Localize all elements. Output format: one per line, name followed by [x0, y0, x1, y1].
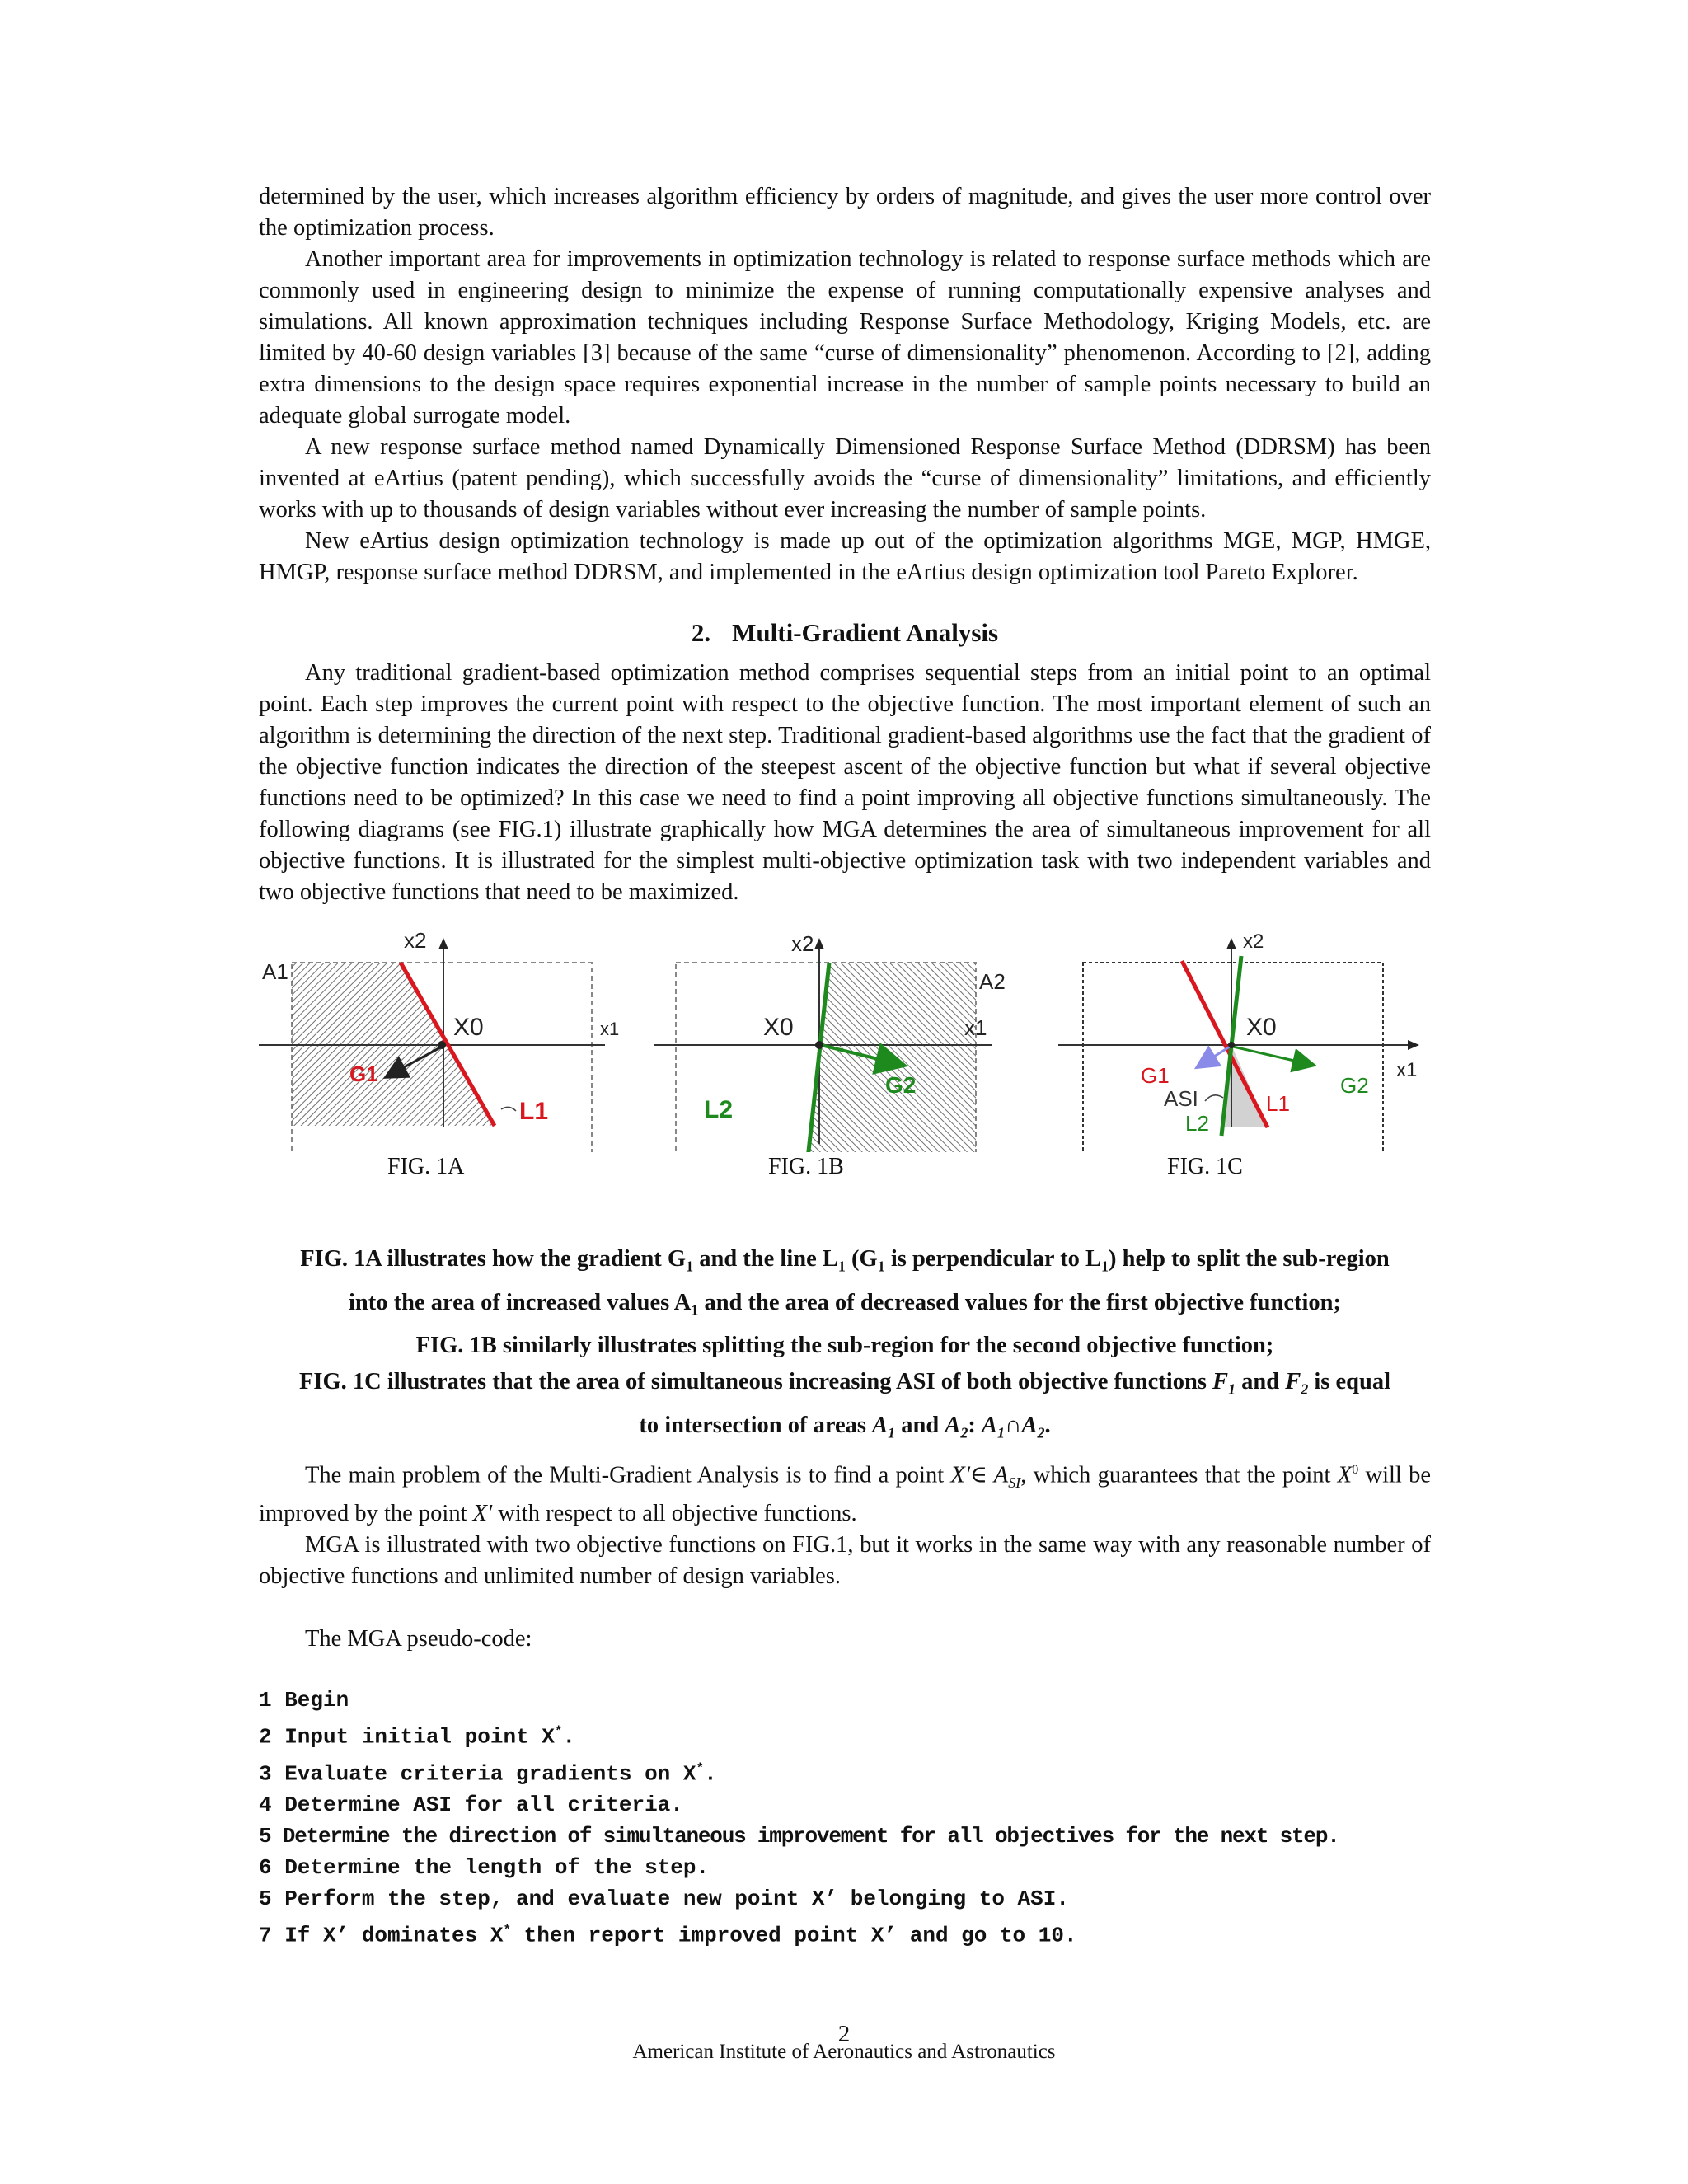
label-a2: A2 [979, 969, 1006, 994]
label-x0: X0 [763, 1014, 794, 1041]
figure-1c [1050, 930, 1431, 1179]
math-xprime: X' [472, 1500, 493, 1526]
code-text: 2 Input initial point X [259, 1724, 555, 1750]
subscript: 1 [1228, 1381, 1236, 1399]
label-l1: L1 [519, 1098, 549, 1125]
footer-organization: American Institute of Aeronautics and Astronautics [632, 2041, 1056, 2063]
subscript: 1 [888, 1424, 896, 1441]
code-text: . [704, 1761, 717, 1787]
superscript: * [503, 1923, 512, 1938]
text: with respect to all objective functions. [492, 1500, 857, 1526]
superscript: * [696, 1760, 705, 1776]
label-x0: X0 [453, 1014, 484, 1041]
figure-1c-diagram [1050, 930, 1431, 1152]
x2-axis-arrow-icon [814, 938, 824, 949]
caption-text: ) help to split the sub-region [1109, 1246, 1390, 1272]
section-heading [259, 616, 1431, 649]
figure-caption [259, 1241, 1431, 1451]
paragraph-mga-general: MGA is illustrated with two objective functions on FIG.1, but it works in the same way with any reasonable number of objective functions and unlimited number of design variables. [259, 1531, 1431, 1589]
figure-1b [646, 930, 1025, 1179]
math-a: A [945, 1413, 961, 1439]
label-g2: G2 [1340, 1073, 1369, 1098]
caption-text: (G [845, 1246, 878, 1272]
label-g1: G1 [1141, 1063, 1170, 1088]
label-x2: x2 [1243, 930, 1264, 953]
subscript: 1 [691, 1301, 699, 1319]
caption-text: and the area of decreased values for the first objective function; [698, 1289, 1342, 1315]
label-a1: A1 [262, 959, 288, 984]
code-line [259, 1753, 1431, 1790]
area-a2 [808, 963, 976, 1152]
page-number: 2 [837, 2021, 851, 2047]
math-xprime-in-asi: X'∈ A [950, 1462, 1009, 1488]
math-a: A [872, 1413, 889, 1439]
figure-1a [259, 930, 638, 1179]
math-f: F [1212, 1369, 1229, 1395]
label-l2: L2 [1185, 1111, 1209, 1136]
math-x: X [1337, 1462, 1353, 1488]
page-content [259, 181, 1431, 1952]
code-line [259, 1716, 1431, 1753]
label-x2: x2 [404, 930, 427, 953]
caption-text: is perpendicular to L [884, 1246, 1102, 1272]
code-text: 3 Evaluate criteria gradients on X [259, 1761, 696, 1787]
paragraph-pseudocode-intro: The MGA pseudo-code: [305, 1625, 532, 1652]
caption-text: to intersection of areas [639, 1413, 873, 1439]
code-text: . [562, 1724, 576, 1750]
caption-line-2 [259, 1285, 1431, 1329]
subscript: SI [1008, 1474, 1021, 1491]
figure-1a-label: FIG. 1A [387, 1154, 465, 1179]
caption-text: : [968, 1413, 982, 1439]
paragraph-intro: determined by the user, which increases algorithm efficiency by orders of magnitude, and gives the user more control over the optimization process. [259, 184, 1431, 241]
point-x0 [438, 1041, 446, 1049]
caption-text: is equal [1308, 1369, 1391, 1395]
caption-text: FIG. 1C illustrates that the area of simultaneous increasing ASI of both objective functions [298, 1369, 1213, 1395]
label-l2: L2 [704, 1096, 734, 1123]
label-x0: X0 [1246, 1014, 1277, 1041]
text: will be improved by the point [259, 1462, 1432, 1526]
label-l1: L1 [1266, 1091, 1290, 1116]
gradient-g2-arrow [1233, 1047, 1312, 1065]
caption-line-1 [259, 1241, 1431, 1285]
code-line: 6 Determine the length of the step. [259, 1855, 710, 1881]
math-a: A [982, 1413, 998, 1439]
superscript: 0 [1352, 1462, 1359, 1477]
point-x0 [815, 1041, 823, 1049]
math-a: A [1021, 1413, 1038, 1439]
code-line: 5 Determine the direction of simultaneous improvement for all objectives for the next step. [259, 1824, 1339, 1849]
figure-1b-diagram [646, 930, 1025, 1152]
caption-line-4 [259, 1364, 1431, 1408]
label-g1: G1 [349, 1062, 378, 1086]
caption-line-5 [259, 1408, 1431, 1451]
paragraph-ddrsm: A new response surface method named Dynamically Dimensioned Response Surface Method (DDRSM) has been invented at eArtius (patent pending), which successfully avoids the “curse of dimensionality” limitations, and efficiently works with up to thousands of design variables without ever increasing the number of sample points. [259, 434, 1431, 523]
figure-1b-label: FIG. 1B [768, 1154, 844, 1179]
x2-axis-arrow-icon [438, 938, 448, 949]
label-asi: ASI [1164, 1086, 1198, 1111]
text: , which guarantees that the point [1020, 1462, 1331, 1488]
x2-axis-arrow-icon [1226, 938, 1236, 949]
subscript: 1 [877, 1258, 885, 1275]
leader-asi [1205, 1095, 1223, 1101]
text: The main problem of the Multi-Gradient Analysis is to find a point [305, 1462, 951, 1488]
subscript: 1 [1101, 1258, 1109, 1275]
figure-1a-diagram [259, 930, 638, 1152]
subscript: 1 [837, 1258, 846, 1275]
figure-1c-label: FIG. 1C [1167, 1154, 1243, 1179]
subscript: 1 [686, 1258, 694, 1275]
code-text: 7 If X’ dominates X [259, 1923, 504, 1948]
subscript: 2 [1037, 1424, 1045, 1441]
label-x1: x1 [600, 1019, 620, 1039]
label-g2: G2 [885, 1072, 917, 1098]
code-line: 5 Perform the step, and evaluate new point X’ belonging to ASI. [259, 1886, 1069, 1912]
caption-text: FIG. 1A illustrates how the gradient G [300, 1246, 687, 1272]
figure-row [259, 930, 1431, 1193]
x1-axis-arrow-icon [1408, 1040, 1419, 1050]
caption-line-3: FIG. 1B similarly illustrates splitting the sub-region for the second objective function; [415, 1333, 1274, 1359]
leader-l1 [501, 1107, 516, 1111]
section-number: 2. [691, 618, 711, 647]
superscript: * [554, 1723, 563, 1739]
code-line [259, 1915, 1431, 1952]
pseudo-code-block [259, 1685, 1431, 1952]
paragraph-response-surface: Another important area for improvements in optimization technology is related to response surface methods which are commonly used in engineering design to minimize the expense of running computationally expensive analyses and simulations. All known approximation techniques including Response Surface Methodology, Kriging Models, etc. are limited by 40-60 design variables [3] because of the same “curse of dimensionality” phenomenon. According to [2], adding extra dimensions to the design space requires exponential increase in the number of sample points necessary to build an adequate global surrogate model. [259, 246, 1431, 429]
paragraph-mga-intro: Any traditional gradient-based optimization method comprises sequential steps from an initial point to an optimal point. Each step improves the current point with respect to the objective function. The most important element of such an algorithm is determining the direction of the next step. Traditional gradient-based algorithms use the fact that the gradient of the objective function indicates the direction of the steepest ascent of the objective function but what if several objective functions need to be optimized? In this case we need to find a point improving all objective functions simultaneously. The following diagrams (see FIG.1) illustrate graphically how MGA determines the area of simultaneous improvement for all objective functions. It is illustrated for the simplest multi-objective optimization task with two independent variables and two objective functions that need to be maximized. [259, 660, 1431, 905]
code-line: 1 Begin [259, 1687, 349, 1713]
section-title: Multi-Gradient Analysis [732, 618, 999, 647]
subscript: 2 [960, 1424, 968, 1441]
code-line: 4 Determine ASI for all criteria. [259, 1793, 683, 1818]
code-text: then report improved point X’ and go to 10. [511, 1923, 1077, 1948]
label-x1: x1 [1396, 1059, 1418, 1081]
subscript: 1 [997, 1424, 1006, 1441]
subscript: 2 [1301, 1381, 1309, 1399]
caption-text: and [895, 1413, 945, 1439]
caption-text: and [1236, 1369, 1286, 1395]
caption-text: into the area of increased values A [348, 1289, 692, 1315]
paragraph-mga-problem [259, 1455, 1431, 1530]
paragraph-technology: New eArtius design optimization technology is made up out of the optimization algorithms MGE, MGP, HMGE, HMGP, response surface method DDRSM, and implemented in the eArtius design optimization tool Pareto Explorer. [259, 528, 1431, 585]
math-f: F [1285, 1369, 1301, 1395]
label-x1: x1 [964, 1015, 987, 1040]
gradient-g1-arrow [1198, 1047, 1230, 1066]
point-x0 [1228, 1042, 1235, 1048]
intersection-symbol: ∩ [1005, 1413, 1022, 1439]
caption-text: . [1044, 1413, 1051, 1439]
label-x2: x2 [791, 931, 814, 956]
caption-text: and the line L [693, 1246, 838, 1272]
